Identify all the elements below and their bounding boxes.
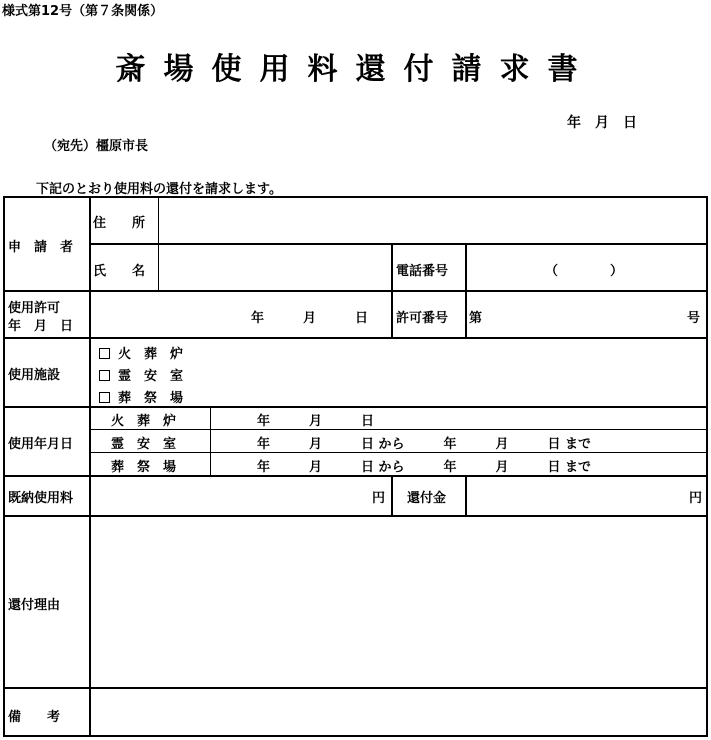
address-field[interactable] [165,202,705,240]
usage-facility-1: 火 葬 炉 [111,414,177,429]
divider [158,198,159,290]
permit-date-label: 使用許可 [8,301,61,316]
usage-facility-2: 霊 安 室 [111,437,177,452]
divider [5,337,708,339]
facility-label: 使用施設 [8,368,61,383]
applicant-label: 申 請 者 [8,240,74,255]
divider [465,475,467,515]
option-label: 葬 祭 場 [118,391,184,406]
permit-date-field[interactable]: 年 月 日 [251,311,369,326]
remarks-field[interactable] [95,692,703,732]
permit-date-label-2: 年 月 日 [8,319,74,334]
checkbox[interactable] [99,370,110,381]
usage-date-1[interactable]: 年 月 日 [257,414,375,429]
paid-fee-label: 既納使用料 [8,491,74,506]
facility-option-cremation[interactable] [99,343,183,362]
refund-unit: 円 [689,491,703,506]
addressee: （宛先）橿原市長 [44,139,149,154]
checkbox[interactable] [99,348,110,359]
option-label: 霊 安 室 [118,369,184,384]
divider [5,515,708,517]
divider [391,475,393,515]
permit-number-suffix: 号 [687,311,701,326]
permit-number-prefix: 第 [469,311,483,326]
phone-field[interactable]: （ ） [545,264,624,279]
permit-number-label: 許可番号 [396,311,449,326]
divider [89,452,708,453]
divider [391,243,393,337]
usage-date-2[interactable]: 年 月 日 から 年 月 日 まで [257,437,592,452]
intro-text: 下記のとおり使用料の還付を請求します。 [36,182,282,197]
divider [89,198,91,737]
divider [89,429,708,430]
divider [5,290,708,292]
option-label: 火 葬 炉 [118,347,184,362]
checkbox[interactable] [99,392,110,403]
form-number: 様式第12号（第７条関係） [2,4,164,19]
name-field[interactable] [165,248,387,286]
divider [5,406,708,408]
remarks-label: 備 考 [8,710,61,725]
document-title: 斎場使用料還付請求書 [115,52,596,87]
paid-fee-unit: 円 [372,491,386,506]
request-date[interactable]: 年 月 日 [567,115,637,131]
divider [89,243,708,245]
facility-option-hall[interactable] [99,387,183,406]
usage-facility-3: 葬 祭 場 [111,460,177,475]
divider [5,687,708,689]
phone-label: 電話番号 [396,264,449,279]
address-label: 住 所 [93,216,146,231]
refund-label: 還付金 [407,491,447,506]
reason-label: 還付理由 [8,598,61,613]
divider [465,243,467,337]
reason-field[interactable] [95,520,703,682]
usage-date-3[interactable]: 年 月 日 から 年 月 日 まで [257,460,592,475]
form-table [3,196,708,737]
usage-dates-label: 使用年月日 [8,437,74,452]
name-label: 氏 名 [93,264,146,279]
divider [210,406,211,475]
divider [5,475,708,477]
facility-option-mortuary[interactable] [99,365,183,384]
